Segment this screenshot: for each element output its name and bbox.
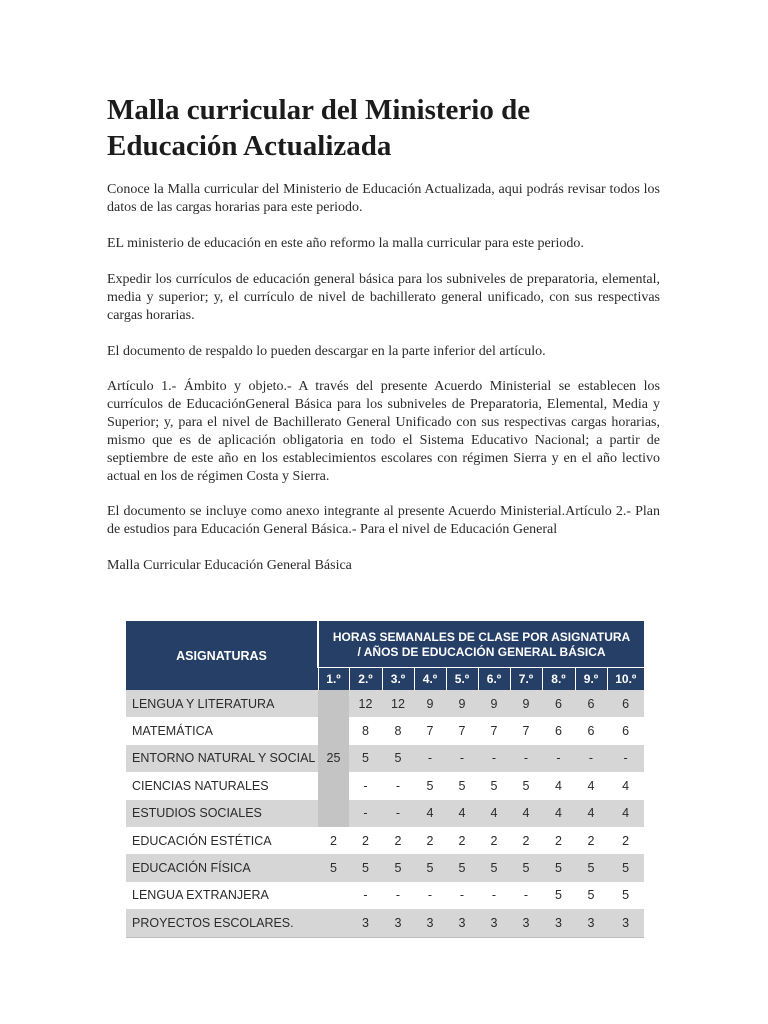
hours-cell: 4 [575,800,607,827]
hours-cell: - [414,745,446,772]
table-row [126,745,644,772]
table-row [126,909,644,937]
hours-cell: - [382,800,414,827]
hours-cell: 5 [349,854,382,881]
curriculum-table [126,621,644,938]
year-header: 7.º [510,668,542,691]
hours-cell: - [414,882,446,909]
hours-cell: 2 [318,827,349,854]
hours-cell: 5 [607,882,644,909]
year-header: 3.º [382,668,414,691]
hours-cell: 6 [607,690,644,717]
hours-cell: 7 [478,717,510,744]
hours-cell: 6 [575,690,607,717]
hours-cell: 4 [446,800,478,827]
hours-cell: 12 [382,690,414,717]
hours-cell: 3 [542,909,575,937]
hours-cell: 5 [446,772,478,799]
hours-cell: 5 [382,854,414,881]
hours-cell: 4 [542,800,575,827]
paragraph-reform: EL ministerio de educación en este año reformo la malla curricular para este periodo. [107,236,584,251]
paragraph-articulo-1: Artículo 1.- Ámbito y objeto.- A través del presente Acuerdo Ministerial se establecen los currículos de EducaciónGeneral Básica para los subniveles de Preparatoria, Elemental, Media y Superior; y, para el nivel de Bachillerato General Unificado con sus respectivas cargas horarias, mismo que es de aplicación obligatoria en todo el Sistema Educativo Nacional; a partir de septiembre de este año en los establecimientos escolares con régimen Sierra y en el año lectivo actual en los de régimen Costa y Sierra. [107,379,660,484]
hours-cell: 7 [510,717,542,744]
hours-cell: - [542,745,575,772]
hours-cell: 5 [542,854,575,881]
hours-cell: 5 [478,772,510,799]
year-header: 4.º [414,668,446,691]
hours-cell: - [607,745,644,772]
table-row [126,827,644,854]
year-header: 5.º [446,668,478,691]
first-year-merged-cell: 25 [318,690,349,827]
hours-cell: 9 [414,690,446,717]
subject-cell: EDUCACIÓN ESTÉTICA [126,827,318,854]
hours-cell: 3 [414,909,446,937]
hours-cell: 9 [446,690,478,717]
subject-cell: LENGUA EXTRANJERA [126,882,318,909]
hours-cell: 4 [607,772,644,799]
hours-cell: - [349,882,382,909]
hours-cell: 5 [542,882,575,909]
header-hours-line2: / AÑOS DE EDUCACIÓN GENERAL BÁSICA [357,644,606,659]
hours-cell: 5 [382,745,414,772]
hours-cell: 2 [575,827,607,854]
table-row [126,772,644,799]
hours-cell: 12 [349,690,382,717]
hours-cell: - [478,745,510,772]
year-header: 1.º [318,668,349,691]
hours-cell: 2 [382,827,414,854]
hours-cell: - [575,745,607,772]
hours-cell: 2 [607,827,644,854]
subject-cell: MATEMÁTICA [126,717,318,744]
hours-cell: - [510,745,542,772]
subject-cell: ENTORNO NATURAL Y SOCIAL [126,745,318,772]
table-row [126,690,644,717]
hours-cell: - [349,772,382,799]
hours-cell: 7 [414,717,446,744]
hours-cell: 7 [446,717,478,744]
subject-cell: PROYECTOS ESCOLARES. [126,909,318,937]
hours-cell: 5 [575,882,607,909]
hours-cell: 3 [382,909,414,937]
hours-cell: - [349,800,382,827]
header-hours-line1: HORAS SEMANALES DE CLASE POR ASIGNATURA [332,629,631,644]
table-row [126,717,644,744]
paragraph-articulo-2: El documento se incluye como anexo integrante al presente Acuerdo Ministerial.Artículo 2.- Plan de estudios para Educación General Básica.- Para el nivel de Educación General [107,504,660,537]
subject-cell: LENGUA Y LITERATURA [126,690,318,717]
subject-cell: ESTUDIOS SOCIALES [126,800,318,827]
hours-cell: - [382,772,414,799]
subject-cell: EDUCACIÓN FÍSICA [126,854,318,881]
hours-cell: 2 [542,827,575,854]
hours-cell: 4 [542,772,575,799]
hours-cell: 5 [607,854,644,881]
hours-cell: 4 [414,800,446,827]
page-title: Malla curricular del Ministerio de Educación Actualizada [107,94,531,162]
hours-cell: 5 [510,854,542,881]
hours-cell: 9 [478,690,510,717]
year-header: 6.º [478,668,510,691]
hours-cell: 3 [446,909,478,937]
hours-cell: 2 [414,827,446,854]
year-header: 8.º [542,668,575,691]
hours-cell: - [446,882,478,909]
hours-cell: 5 [414,854,446,881]
header-hours [318,621,644,668]
paragraph-download: El documento de respaldo lo pueden descargar en la parte inferior del artículo. [107,344,546,359]
hours-cell: 9 [510,690,542,717]
hours-cell: 6 [542,690,575,717]
hours-cell: 8 [349,717,382,744]
hours-cell: 3 [510,909,542,937]
table-row [126,854,644,881]
hours-cell: 6 [575,717,607,744]
hours-cell: 3 [478,909,510,937]
year-header: 10.º [607,668,644,691]
hours-cell: 3 [349,909,382,937]
hours-cell: 2 [446,827,478,854]
hours-cell: - [510,882,542,909]
hours-cell: 5 [575,854,607,881]
hours-cell: 2 [349,827,382,854]
hours-cell: 4 [607,800,644,827]
hours-cell: 6 [542,717,575,744]
hours-cell: 4 [510,800,542,827]
hours-cell: - [382,882,414,909]
hours-cell: 5 [510,772,542,799]
hours-cell: 6 [607,717,644,744]
hours-cell: 2 [478,827,510,854]
hours-cell: 3 [575,909,607,937]
year-header: 9.º [575,668,607,691]
paragraph-intro: Conoce la Malla curricular del Ministerio de Educación Actualizada, aqui podrás revisar todos los datos de las cargas horarias para este periodo. [107,182,660,215]
hours-cell: 4 [478,800,510,827]
hours-cell: 5 [349,745,382,772]
hours-cell: - [478,882,510,909]
year-header: 2.º [349,668,382,691]
hours-cell [318,909,349,937]
hours-cell: 5 [478,854,510,881]
table-caption: Malla Curricular Educación General Básica [107,558,352,573]
hours-cell: 8 [382,717,414,744]
header-subjects: ASIGNATURAS [126,621,318,690]
table-body [126,690,644,937]
hours-cell: 5 [446,854,478,881]
paragraph-expedir: Expedir los currículos de educación general básica para los subniveles de preparatoria, elemental, media y superior; y, el currículo de nivel de bachillerato general unificado, con sus respectivas cargas horarias. [107,272,660,323]
hours-cell: - [446,745,478,772]
hours-cell: 4 [575,772,607,799]
table-row [126,882,644,909]
table-row [126,800,644,827]
hours-cell: 5 [318,854,349,881]
hours-cell: 2 [510,827,542,854]
hours-cell [318,882,349,909]
subject-cell: CIENCIAS NATURALES [126,772,318,799]
hours-cell: 5 [414,772,446,799]
hours-cell: 3 [607,909,644,937]
